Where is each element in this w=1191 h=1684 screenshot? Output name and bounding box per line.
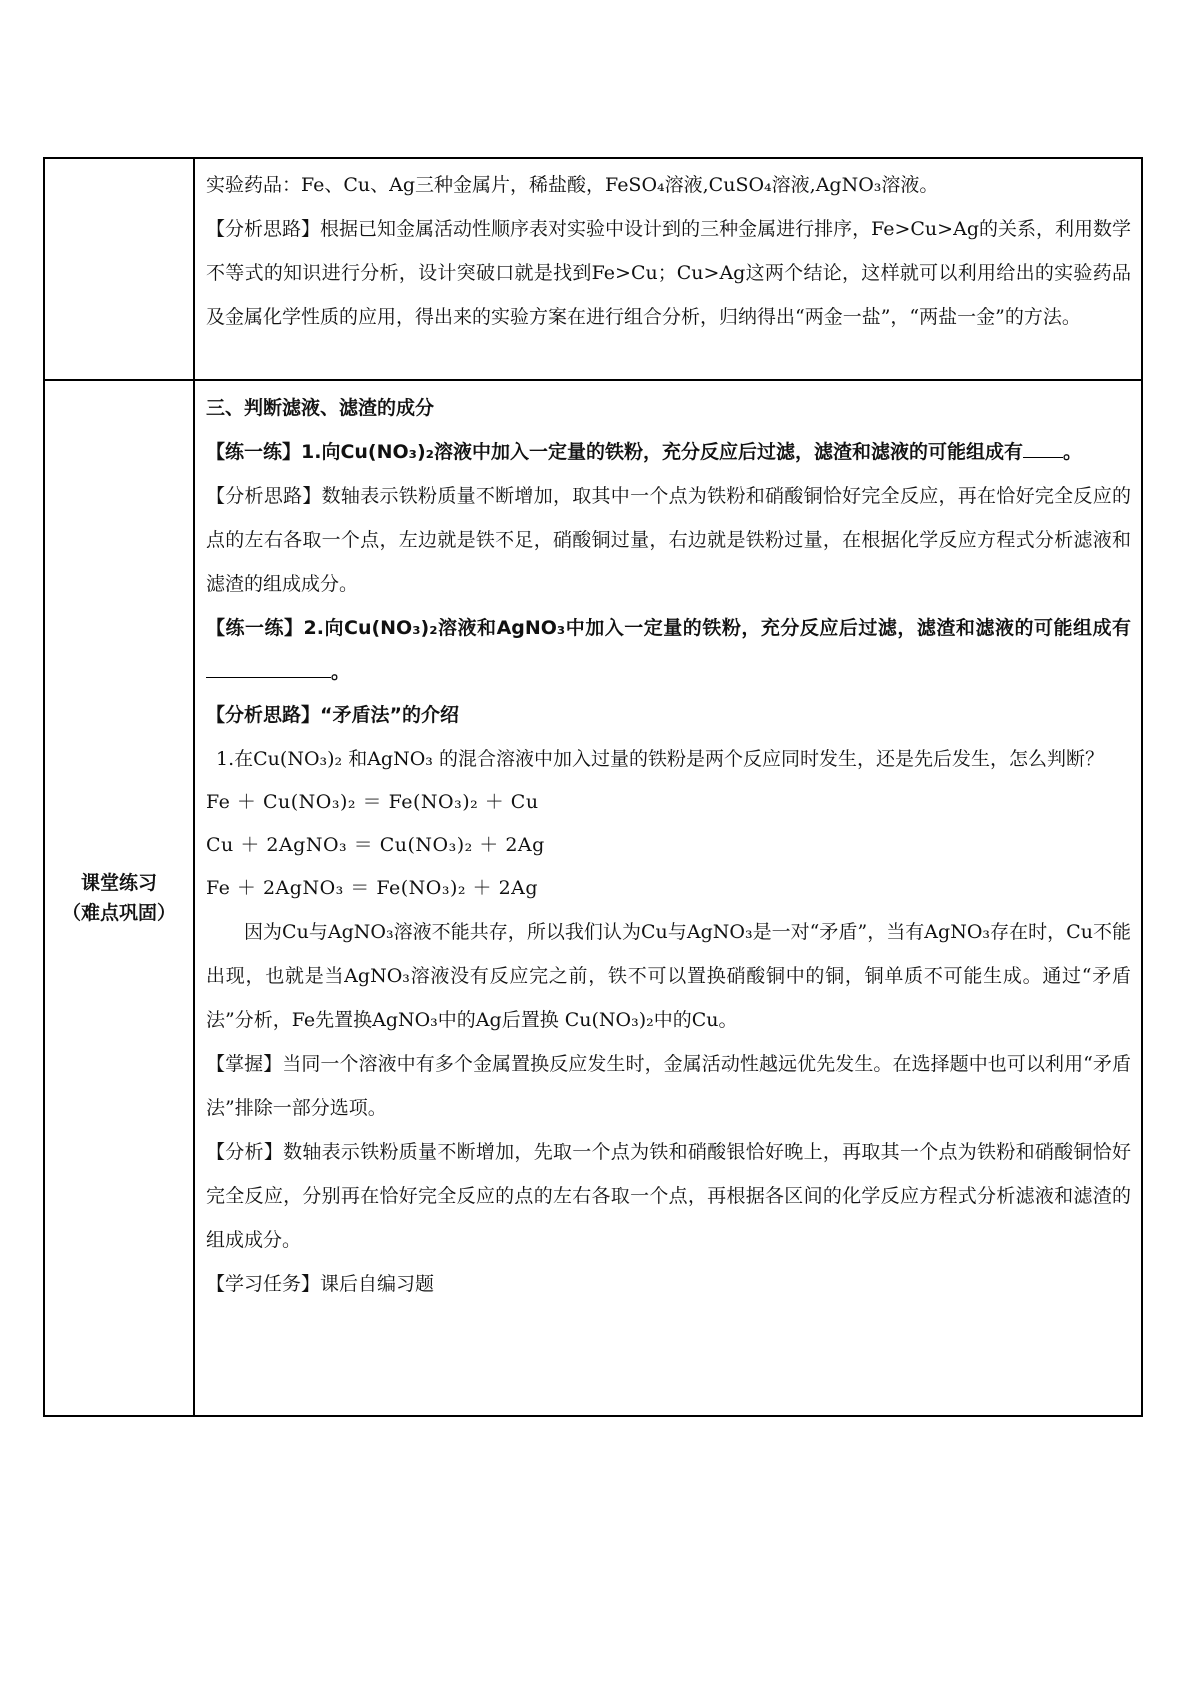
analysis-heading-contradiction: 【分析思路】“矛盾法”的介绍: [206, 704, 459, 726]
analysis-paragraph-3: 【分析】数轴表示铁粉质量不断增加，先取一个点为铁和硝酸银恰好晚上，再取其一个点为铁粉和硝酸铜恰好完全反应，分别再在恰好完全反应的点的左右各取一个点，再根据各区间的化学反应方程式分析滤液和滤渣的组成成分。: [206, 1141, 1131, 1251]
question-1: 1.在Cu(NO₃)₂ 和AgNO₃ 的混合溶液中加入过量的铁粉是两个反应同时发生，还是先后发生，怎么判断？: [216, 748, 1104, 770]
analysis-paragraph-1: 【分析思路】数轴表示铁粉质量不断增加，取其中一个点为铁粉和硝酸铜恰好完全反应，再在恰好完全反应的点的左右各取一个点，左边就是铁不足，硝酸铜过量，右边就是铁粉过量，在根据化学反应方程式分析滤液和滤渣的组成成分。: [206, 485, 1131, 595]
lesson-table: [43, 157, 1143, 1417]
row-label-line-2: （难点巩固）: [61, 902, 176, 924]
answer-blank-1: [1023, 439, 1063, 458]
section-heading: 三、判断滤液、滤渣的成分: [206, 397, 435, 419]
table-row-practice: [44, 380, 1142, 1416]
equation-3: Fe ＋ 2AgNO₃ ＝ Fe(NO₃)₂ ＋ 2Ag: [206, 877, 539, 899]
analysis-paragraph-metals: 【分析思路】根据已知金属活动性顺序表对实验中设计到的三种金属进行排序，Fe>Cu>Ag的关系，利用数学不等式的知识进行分析，设计突破口就是找到Fe>Cu；Cu>Ag这两个结论，这样就可以利用给出的实验药品及金属化学性质的应用，得出来的实验方案在进行组合分析，归纳得出“两金一盐”，“两盐一金”的方法。: [206, 218, 1131, 328]
exercise-2-text: 【练一练】2.向Cu(NO₃)₂溶液和AgNO₃中加入一定量的铁粉，充分反应后过滤，滤渣和滤液的可能组成有: [206, 617, 1131, 639]
exercise-1-end: 。: [1062, 441, 1082, 463]
table-row-materials: [44, 158, 1142, 380]
row-label-cell-practice: [44, 380, 194, 1416]
answer-blank-2: [206, 659, 331, 678]
learning-task: 【学习任务】课后自编习题: [206, 1273, 435, 1295]
master-paragraph: 【掌握】当同一个溶液中有多个金属置换反应发生时，金属活动性越远优先发生。在选择题中也可以利用“矛盾法”排除一部分选项。: [206, 1053, 1131, 1119]
exercise-1-text: 【练一练】1.向Cu(NO₃)₂溶液中加入一定量的铁粉，充分反应后过滤，滤渣和滤液的可能组成有: [206, 441, 1023, 463]
equation-2: Cu ＋ 2AgNO₃ ＝ Cu(NO₃)₂ ＋ 2Ag: [206, 834, 545, 856]
exercise-2-end: 。: [331, 661, 351, 683]
content-cell-practice: [194, 380, 1142, 1416]
row-label-cell-empty: [44, 158, 194, 380]
materials-paragraph: 实验药品：Fe、Cu、Ag三种金属片，稀盐酸，FeSO₄溶液,CuSO₄溶液,AgNO₃溶液。: [206, 174, 939, 196]
equation-1: Fe ＋ Cu(NO₃)₂ ＝ Fe(NO₃)₂ ＋ Cu: [206, 791, 539, 813]
row-label-practice: [45, 868, 193, 928]
exercise-1: [206, 430, 1131, 474]
content-cell-materials: [194, 158, 1142, 380]
explanation-paragraph: 因为Cu与AgNO₃溶液不能共存，所以我们认为Cu与AgNO₃是一对“矛盾”，当有AgNO₃存在时，Cu不能出现，也就是当AgNO₃溶液没有反应完之前，铁不可以置换硝酸铜中的铜，铜单质不可能生成。通过“矛盾法”分析，Fe先置换AgNO₃中的Ag后置换 Cu(NO₃)₂中的Cu。: [206, 921, 1131, 1031]
exercise-2: [206, 606, 1131, 694]
row-label-line-1: 课堂练习: [80, 872, 157, 894]
